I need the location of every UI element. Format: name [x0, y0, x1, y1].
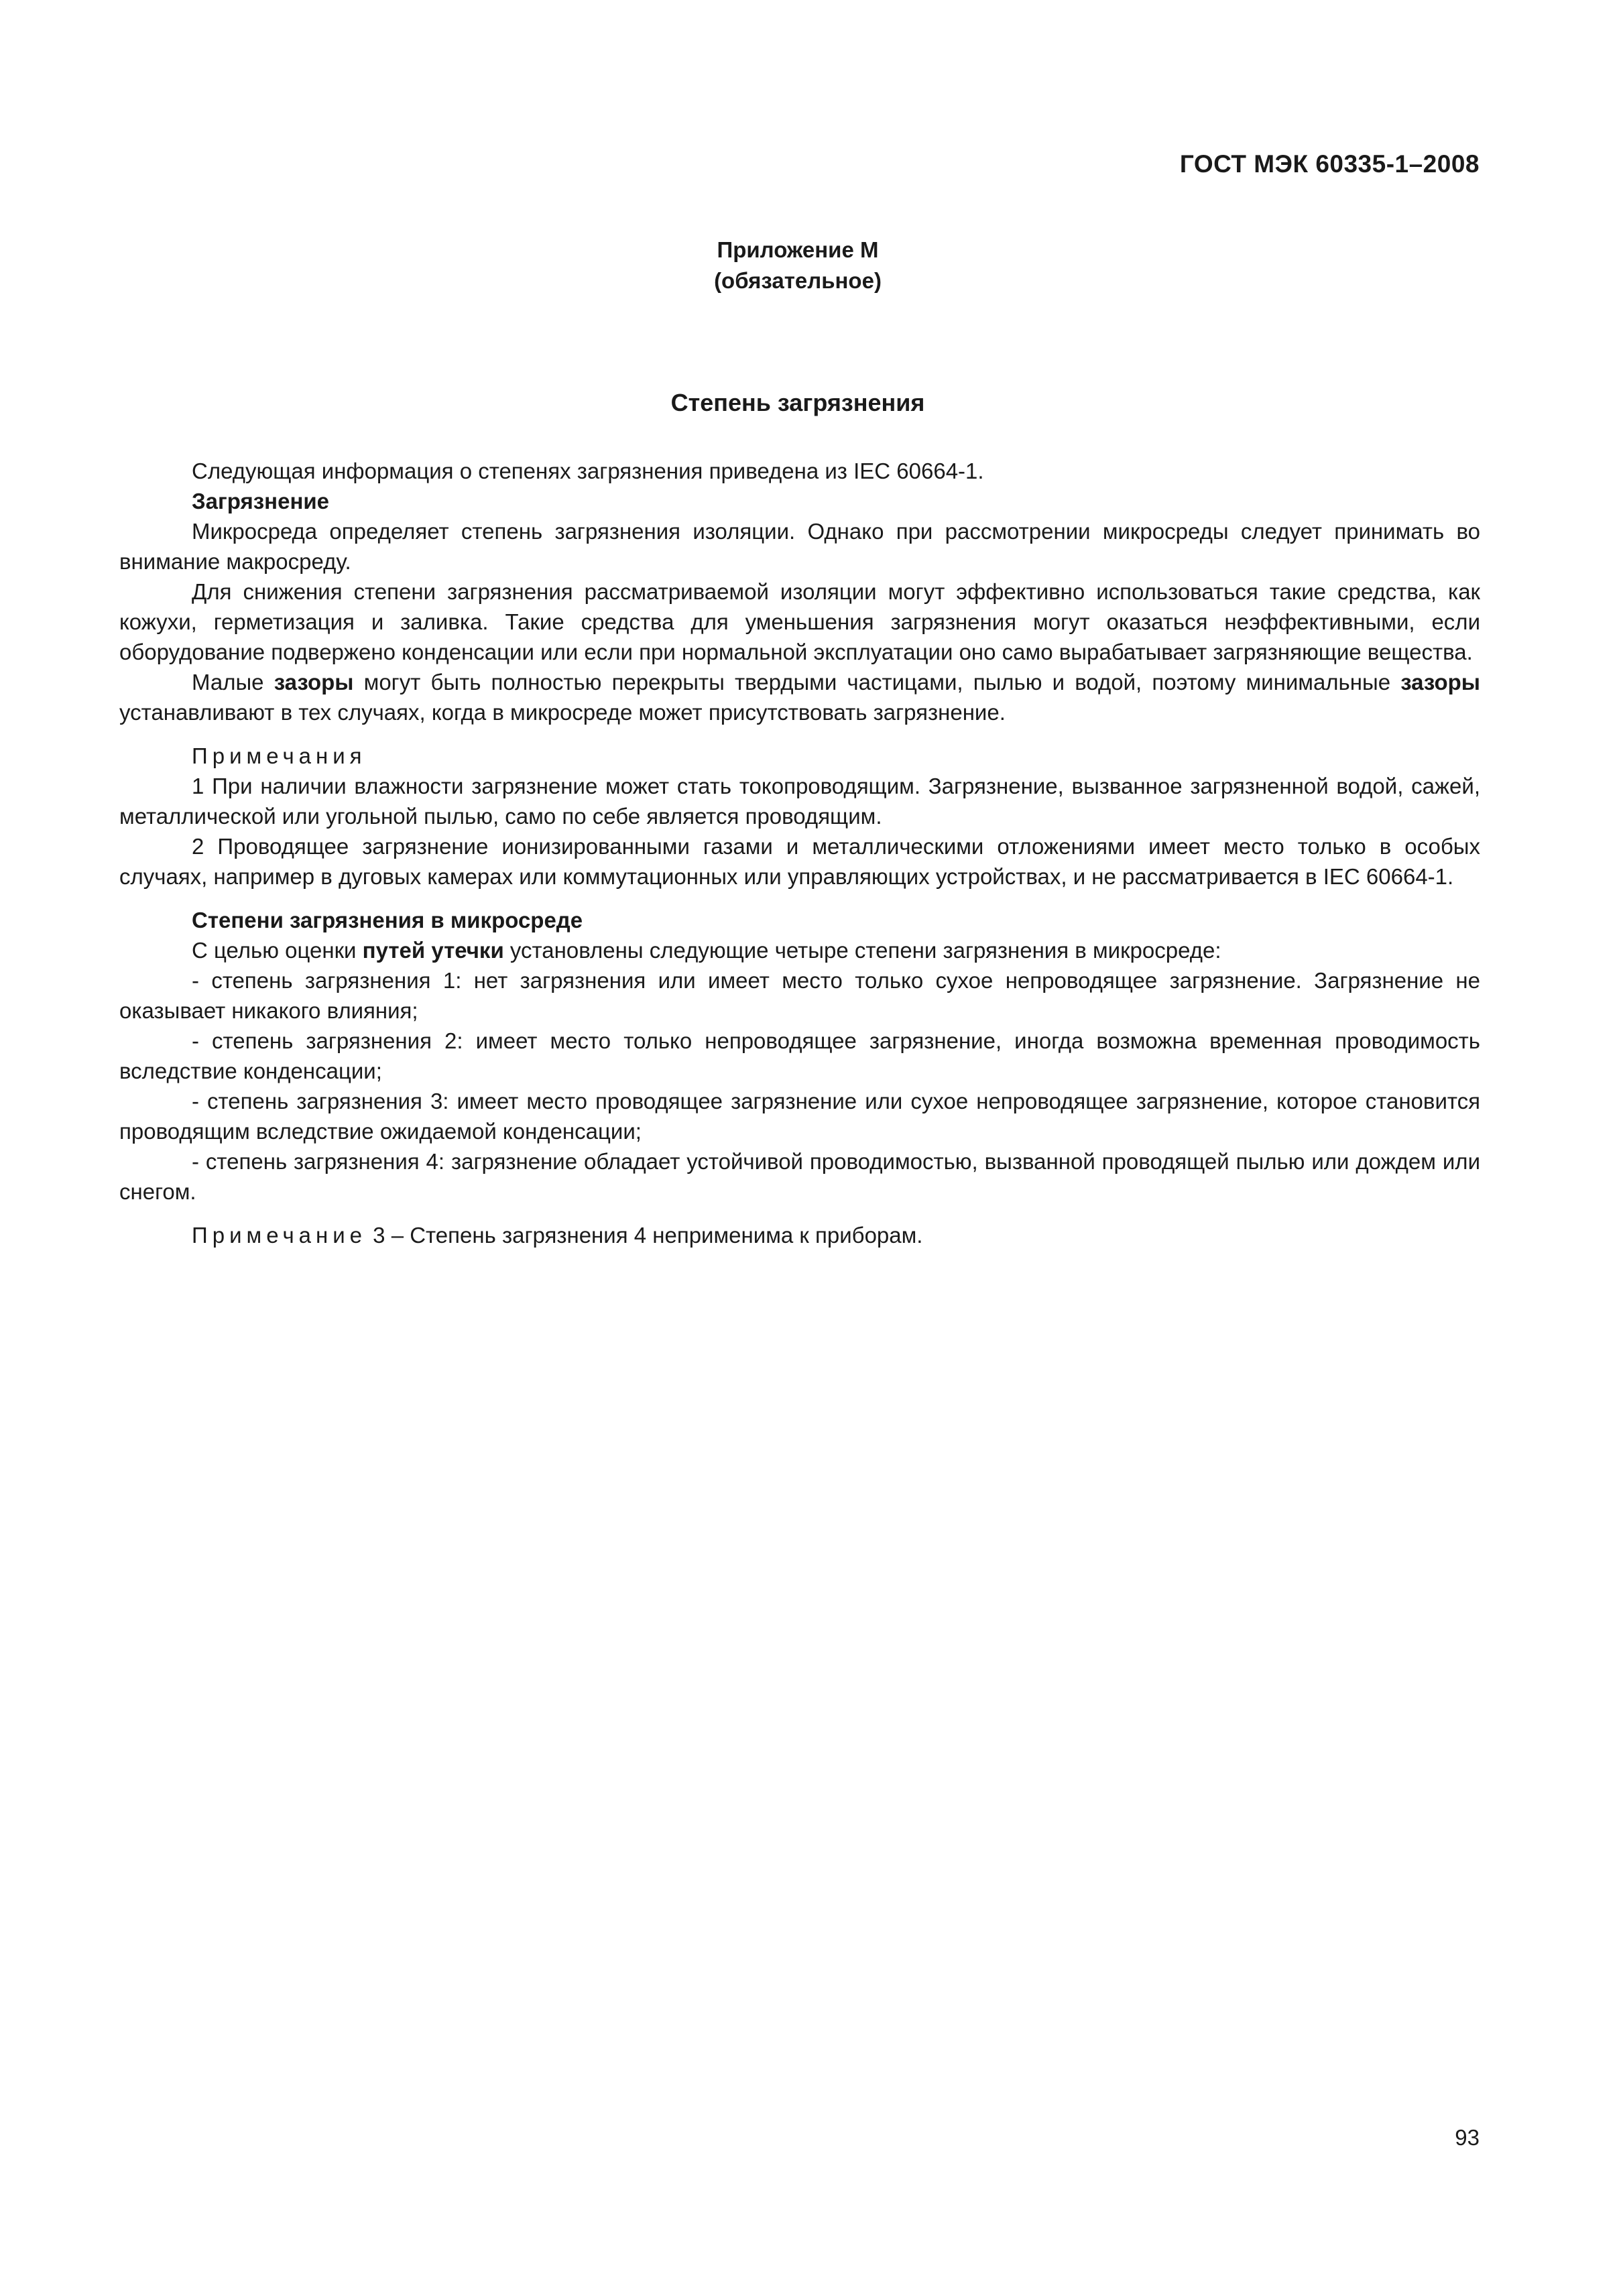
- reduction-paragraph: Для снижения степени загрязнения рассматриваемой изоляции могут эффективно использоваться такие средства, как кожухи, герметизация и заливка. Такие средства для уменьшения загрязнения могут оказаться неэффективными, если оборудование подвержено конденсации или если при нормальной эксплуатации оно само вырабатывает загрязняющие вещества.: [119, 579, 1480, 664]
- clearances-term-2: зазоры: [1400, 670, 1480, 694]
- subheading-degrees: Степени загрязнения в микросреде: [192, 908, 583, 932]
- clearances-text-c: устанавливают в тех случаях, когда в микросреде может присутствовать загрязнение.: [119, 700, 1006, 725]
- notes-label: Примечания: [192, 743, 367, 768]
- clearances-text-b: могут быть полностью перекрыты твердыми частицами, пылью и водой, поэтому минимальные: [353, 670, 1401, 694]
- purpose-text-a: С целью оценки: [192, 938, 363, 963]
- degree-2-item: - степень загрязнения 2: имеет место только непроводящее загрязнение, иногда возможна временная проводимость вследствие конденсации;: [119, 1028, 1480, 1083]
- degree-4-item: - степень загрязнения 4: загрязнение обладает устойчивой проводимостью, вызванной проводящей пылью или дождем или снегом.: [119, 1149, 1480, 1204]
- degree-1-item: - степень загрязнения 1: нет загрязнения или имеет место только сухое непроводящее загрязнение. Загрязнение не оказывает никакого влияния;: [119, 968, 1480, 1023]
- purpose-paragraph: [119, 935, 1480, 965]
- note-1: 1 При наличии влажности загрязнение может стать токопроводящим. Загрязнение, вызванное загрязненной водой, сажей, металлической или угольной пылью, само по себе является проводящим.: [119, 774, 1480, 829]
- clearances-term-1: зазоры: [274, 670, 354, 694]
- page-number: 93: [1455, 2125, 1480, 2150]
- clearances-paragraph: [119, 667, 1480, 727]
- note-3: [119, 1220, 1480, 1250]
- annex-status: (обязательное): [714, 268, 882, 293]
- note-3-text: 3 – Степень загрязнения 4 неприменима к приборам.: [367, 1223, 923, 1248]
- clearances-text-a: Малые: [192, 670, 274, 694]
- subheading-pollution: Загрязнение: [192, 489, 330, 513]
- document-id: ГОСТ МЭК 60335-1–2008: [1179, 150, 1480, 178]
- note-3-label: Примечание: [192, 1223, 367, 1248]
- annex-label: Приложение М: [717, 237, 879, 262]
- annex-heading: [0, 235, 1596, 296]
- section-title: Степень загрязнения: [670, 389, 925, 416]
- note-2: 2 Проводящее загрязнение ионизированными газами и металлическими отложениями имеет место только в особых случаях, например в дуговых камерах или коммутационных или управляющих устройствах, и не рассматривается в IEC 60664-1.: [119, 834, 1480, 889]
- degree-3-item: - степень загрязнения 3: имеет место проводящее загрязнение или сухое непроводящее загрязнение, которое становится проводящим вследствие ожидаемой конденсации;: [119, 1089, 1480, 1144]
- document-body: [119, 456, 1480, 1250]
- intro-paragraph: Следующая информация о степенях загрязнения приведена из IEC 60664-1.: [192, 459, 984, 483]
- purpose-term: путей утечки: [362, 938, 504, 963]
- purpose-text-b: установлены следующие четыре степени загрязнения в микросреде:: [503, 938, 1221, 963]
- micro-environment-paragraph: Микросреда определяет степень загрязнения изоляции. Однако при рассмотрении микросреды следует принимать во внимание макросреду.: [119, 519, 1480, 574]
